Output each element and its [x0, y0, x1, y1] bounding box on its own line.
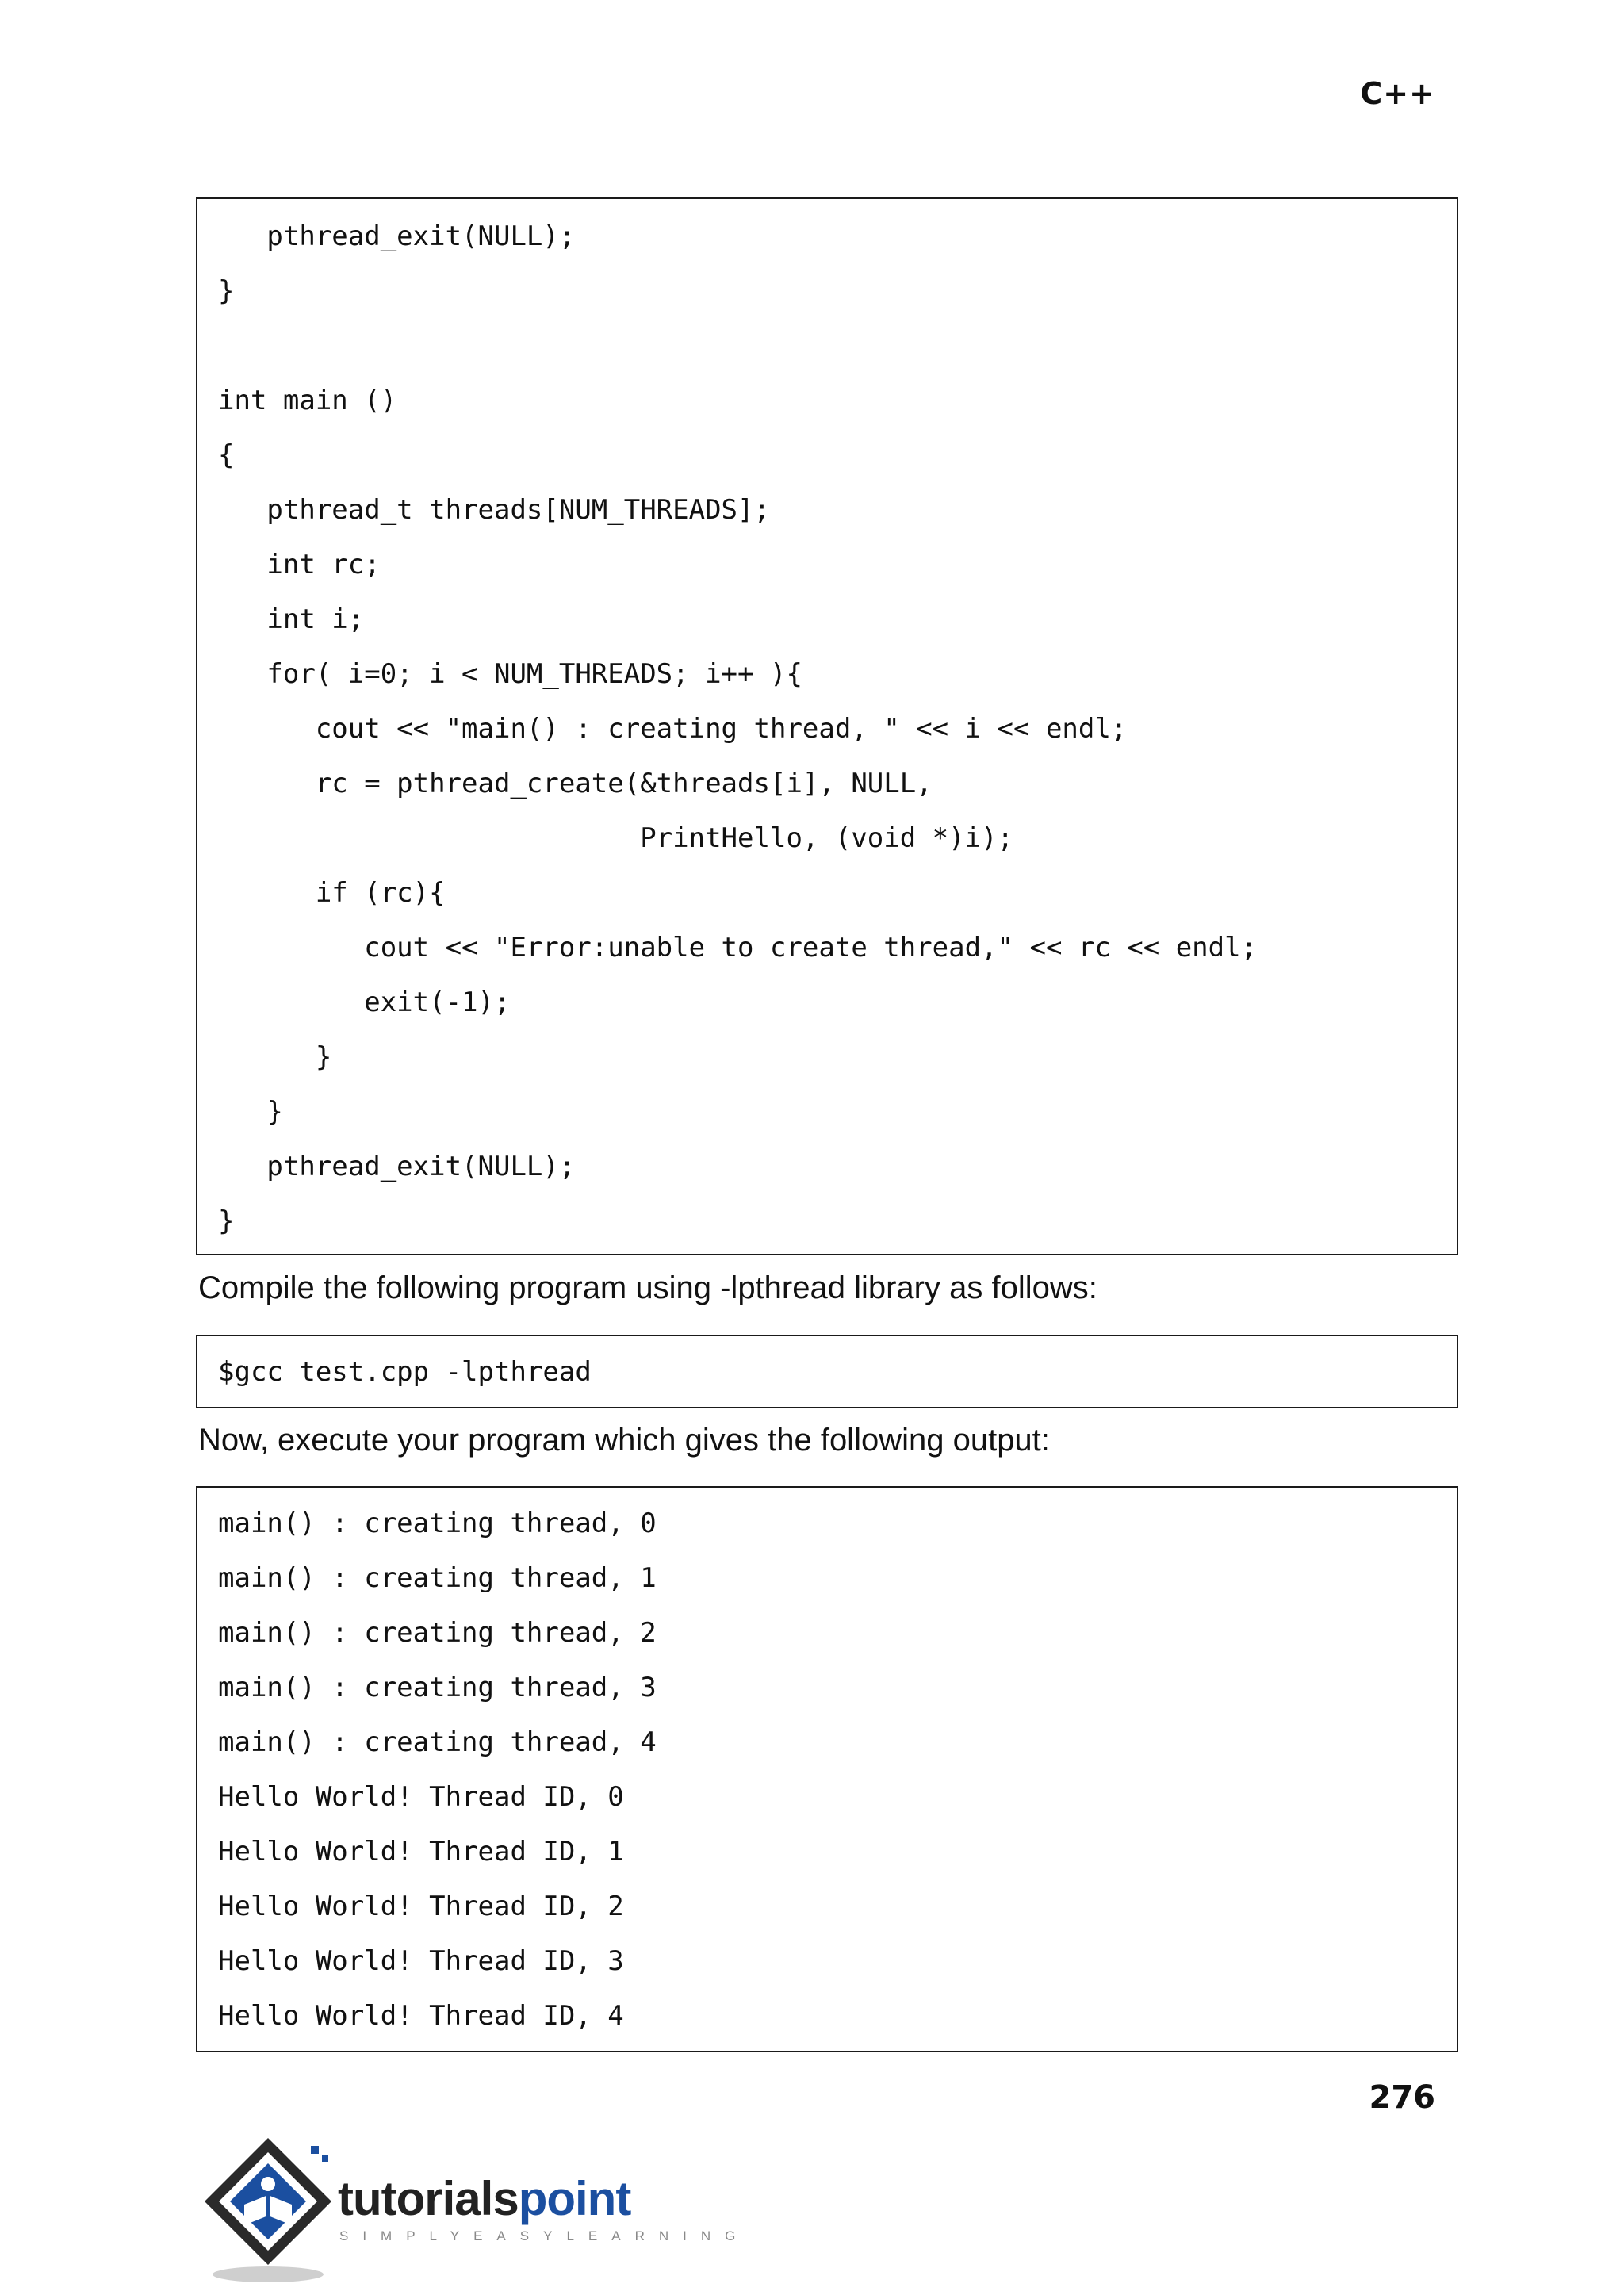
- code-line: [218, 324, 1457, 379]
- code-line: for( i=0; i < NUM_THREADS; i++ ){: [218, 658, 802, 690]
- code-block-command: [196, 1335, 1458, 1408]
- page-number: 276: [1369, 2079, 1435, 2116]
- output-line: main() : creating thread, 0: [218, 1508, 657, 1539]
- output-line: Hello World! Thread ID, 0: [218, 1781, 624, 1813]
- code-line: int main (): [218, 385, 397, 416]
- code-line: pthread_exit(NULL);: [218, 1151, 576, 1182]
- output-line: Hello World! Thread ID, 2: [218, 1891, 624, 1922]
- output-line: main() : creating thread, 4: [218, 1726, 657, 1758]
- code-line: cout << "main() : creating thread, " << i << endl;: [218, 713, 1128, 745]
- code-block-output: [196, 1486, 1458, 2052]
- code-line: }: [218, 275, 235, 307]
- logo-diamond-icon: [195, 2132, 354, 2290]
- code-line: {: [218, 439, 235, 471]
- code-line: pthread_exit(NULL);: [218, 220, 576, 252]
- paragraph-execute: Now, execute your program which gives the following output:: [198, 1423, 1050, 1458]
- paragraph-compile: Compile the following program using -lpthread library as follows:: [198, 1270, 1097, 1305]
- page-header-title: C++: [1360, 76, 1435, 111]
- output-line: main() : creating thread, 2: [218, 1617, 657, 1649]
- code-line: cout << "Error:unable to create thread," << rc << endl;: [218, 932, 1258, 964]
- output-line: Hello World! Thread ID, 1: [218, 1836, 624, 1868]
- output-line: Hello World! Thread ID, 4: [218, 2000, 624, 2032]
- output-line: main() : creating thread, 1: [218, 1562, 657, 1594]
- tutorialspoint-logo: [195, 2132, 750, 2290]
- output-line: Hello World! Thread ID, 3: [218, 1945, 624, 1977]
- code-line: int rc;: [218, 549, 381, 580]
- code-line: }: [218, 1096, 283, 1128]
- code-line: if (rc){: [218, 877, 446, 909]
- logo-word-tutorials: tutorials: [338, 2172, 519, 2225]
- code-line: pthread_t threads[NUM_THREADS];: [218, 494, 770, 526]
- code-line: }: [218, 1205, 235, 1237]
- code-line: $gcc test.cpp -lpthread: [218, 1356, 592, 1388]
- code-line: }: [218, 1041, 332, 1073]
- logo-tagline: SIMPLYEASYLEARNING: [339, 2228, 750, 2243]
- code-line: rc = pthread_create(&threads[i], NULL,: [218, 768, 933, 799]
- output-line: main() : creating thread, 3: [218, 1672, 657, 1703]
- logo-word-point: point: [518, 2172, 631, 2225]
- code-block-main: [196, 197, 1458, 1255]
- code-line: int i;: [218, 603, 365, 635]
- code-line: exit(-1);: [218, 987, 511, 1018]
- logo-wordmark: [338, 2171, 630, 2226]
- code-line: PrintHello, (void *)i);: [218, 822, 1014, 854]
